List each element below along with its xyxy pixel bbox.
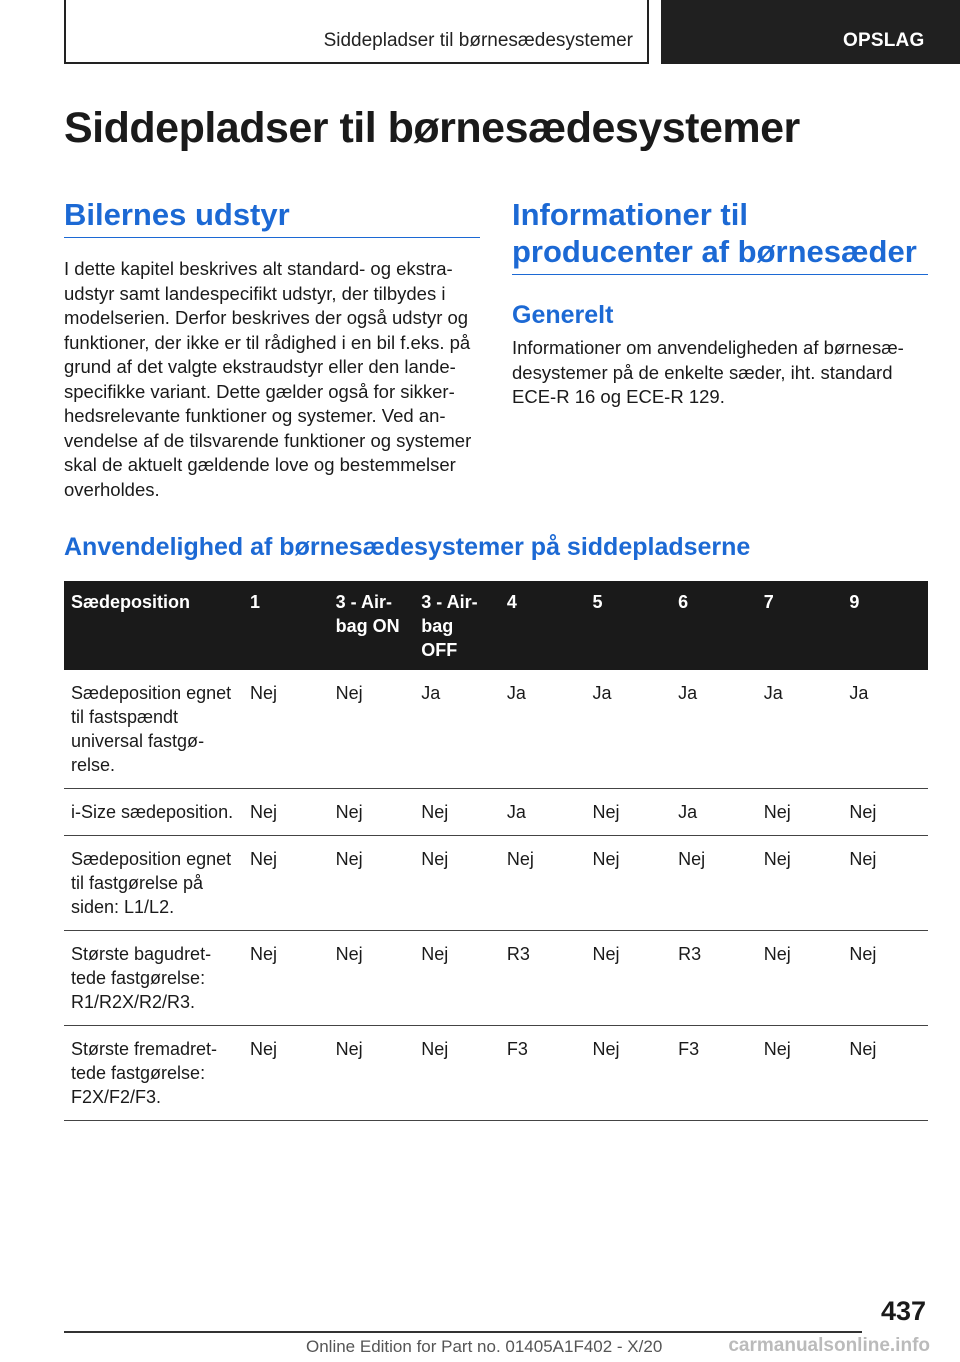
- header-section-title: Siddepladser til børnesædesystemer: [323, 30, 633, 51]
- table-cell: R3: [500, 931, 586, 1026]
- table-cell: Nej: [329, 836, 415, 931]
- left-column: [64, 196, 480, 502]
- col-header: 5: [586, 581, 672, 670]
- col-header: 6: [671, 581, 757, 670]
- table-header-row: [64, 581, 928, 670]
- page-title: Siddepladser til børnesædesystemer: [64, 104, 800, 152]
- col-header: Sædeposition: [64, 581, 243, 670]
- header-section-box: [64, 0, 649, 64]
- header-chapter-tab[interactable]: [661, 0, 960, 64]
- table-cell: Nej: [500, 836, 586, 931]
- col-header: 1: [243, 581, 329, 670]
- table-cell: Nej: [757, 1026, 843, 1121]
- left-body: I dette kapitel beskrives alt standard- og ekstraudstyr samt landespecifikt udstyr, der tilbydes i modelserien. Derfor beskrives der også udstyr og funktioner, der ikke er til rådighed i en bil f.eks. på grund af det valgte ekstraudstyr eller den landespecifikke variant. Dette gælder også for sikkerhedsrelevante funktioner og systemer. Ved anvendelse af de tilsvarende funktioner og systemer skal de aktuelt gældende love og bestemmelser overholdes.: [64, 258, 472, 500]
- left-heading: Bilernes udstyr: [64, 196, 480, 238]
- header-chapter-label: OPSLAG: [843, 30, 925, 51]
- table-cell: Nej: [243, 1026, 329, 1121]
- table-cell: Nej: [842, 836, 928, 931]
- table-cell: Nej: [329, 789, 415, 836]
- col-header: 3 - Airbag ON: [329, 581, 415, 670]
- right-column: [512, 196, 928, 410]
- table-cell: Nej: [586, 931, 672, 1026]
- col-header: 3 - Airbag OFF: [414, 581, 500, 670]
- table-cell: Nej: [414, 1026, 500, 1121]
- table-section-heading: Anvendelighed af børnesædesystemer på siddepladserne: [64, 533, 751, 561]
- table-cell: F3: [500, 1026, 586, 1121]
- table-cell: Nej: [671, 836, 757, 931]
- table-cell: Nej: [329, 1026, 415, 1121]
- table-row: [64, 789, 928, 836]
- footer-divider: [64, 1331, 862, 1333]
- table-row: [64, 1026, 928, 1121]
- col-header: 9: [842, 581, 928, 670]
- table-cell: Nej: [243, 931, 329, 1026]
- table-cell: Nej: [243, 670, 329, 789]
- row-label: Største fremadrettede fastgørelse: F2X/F2/F3.: [64, 1026, 243, 1121]
- table-cell: Ja: [671, 670, 757, 789]
- table-cell: Nej: [586, 836, 672, 931]
- footer-edition: Online Edition for Part no. 01405A1F402 - X/20: [306, 1337, 663, 1356]
- table-cell: Nej: [414, 789, 500, 836]
- right-heading: Informationer til producenter af børnesæder: [512, 196, 928, 275]
- table-cell: Nej: [414, 931, 500, 1026]
- table-cell: Nej: [414, 836, 500, 931]
- table-row: [64, 931, 928, 1026]
- row-label: Største bagudrettede fastgørelse: R1/R2X/R2/R3.: [64, 931, 243, 1026]
- table-cell: Ja: [414, 670, 500, 789]
- table-cell: Ja: [500, 789, 586, 836]
- table-cell: Ja: [757, 670, 843, 789]
- table-cell: R3: [671, 931, 757, 1026]
- table-cell: Nej: [243, 789, 329, 836]
- table-cell: Nej: [329, 931, 415, 1026]
- table-cell: Nej: [757, 931, 843, 1026]
- row-label: Sædeposition egnet til fastspændt universal fastgørelse.: [64, 670, 243, 789]
- table-row: [64, 670, 928, 789]
- right-body: Informationer om anvendeligheden af børnesædesystemer på de enkelte sæder, iht. standard ECE-R 16 og ECE-R 129.: [512, 337, 904, 407]
- table-cell: Ja: [671, 789, 757, 836]
- page-number: 437: [880, 1296, 926, 1326]
- table-cell: Nej: [586, 1026, 672, 1121]
- row-label: i-Size sædeposition.: [64, 789, 243, 836]
- col-header: 7: [757, 581, 843, 670]
- table-row: [64, 836, 928, 931]
- table-cell: Nej: [757, 789, 843, 836]
- right-subheading: Generelt: [512, 301, 614, 329]
- watermark: carmanualsonline.info: [728, 1335, 930, 1356]
- table-cell: F3: [671, 1026, 757, 1121]
- row-label: Sædeposition egnet til fastgørelse på siden: L1/L2.: [64, 836, 243, 931]
- table-cell: Nej: [586, 789, 672, 836]
- table-cell: Ja: [842, 670, 928, 789]
- table-cell: Ja: [500, 670, 586, 789]
- table-cell: Ja: [586, 670, 672, 789]
- table-cell: Nej: [842, 789, 928, 836]
- table-cell: Nej: [842, 931, 928, 1026]
- col-header: 4: [500, 581, 586, 670]
- table-cell: Nej: [243, 836, 329, 931]
- table-cell: Nej: [842, 1026, 928, 1121]
- table-cell: Nej: [329, 670, 415, 789]
- applicability-table: [64, 581, 928, 1121]
- table-cell: Nej: [757, 836, 843, 931]
